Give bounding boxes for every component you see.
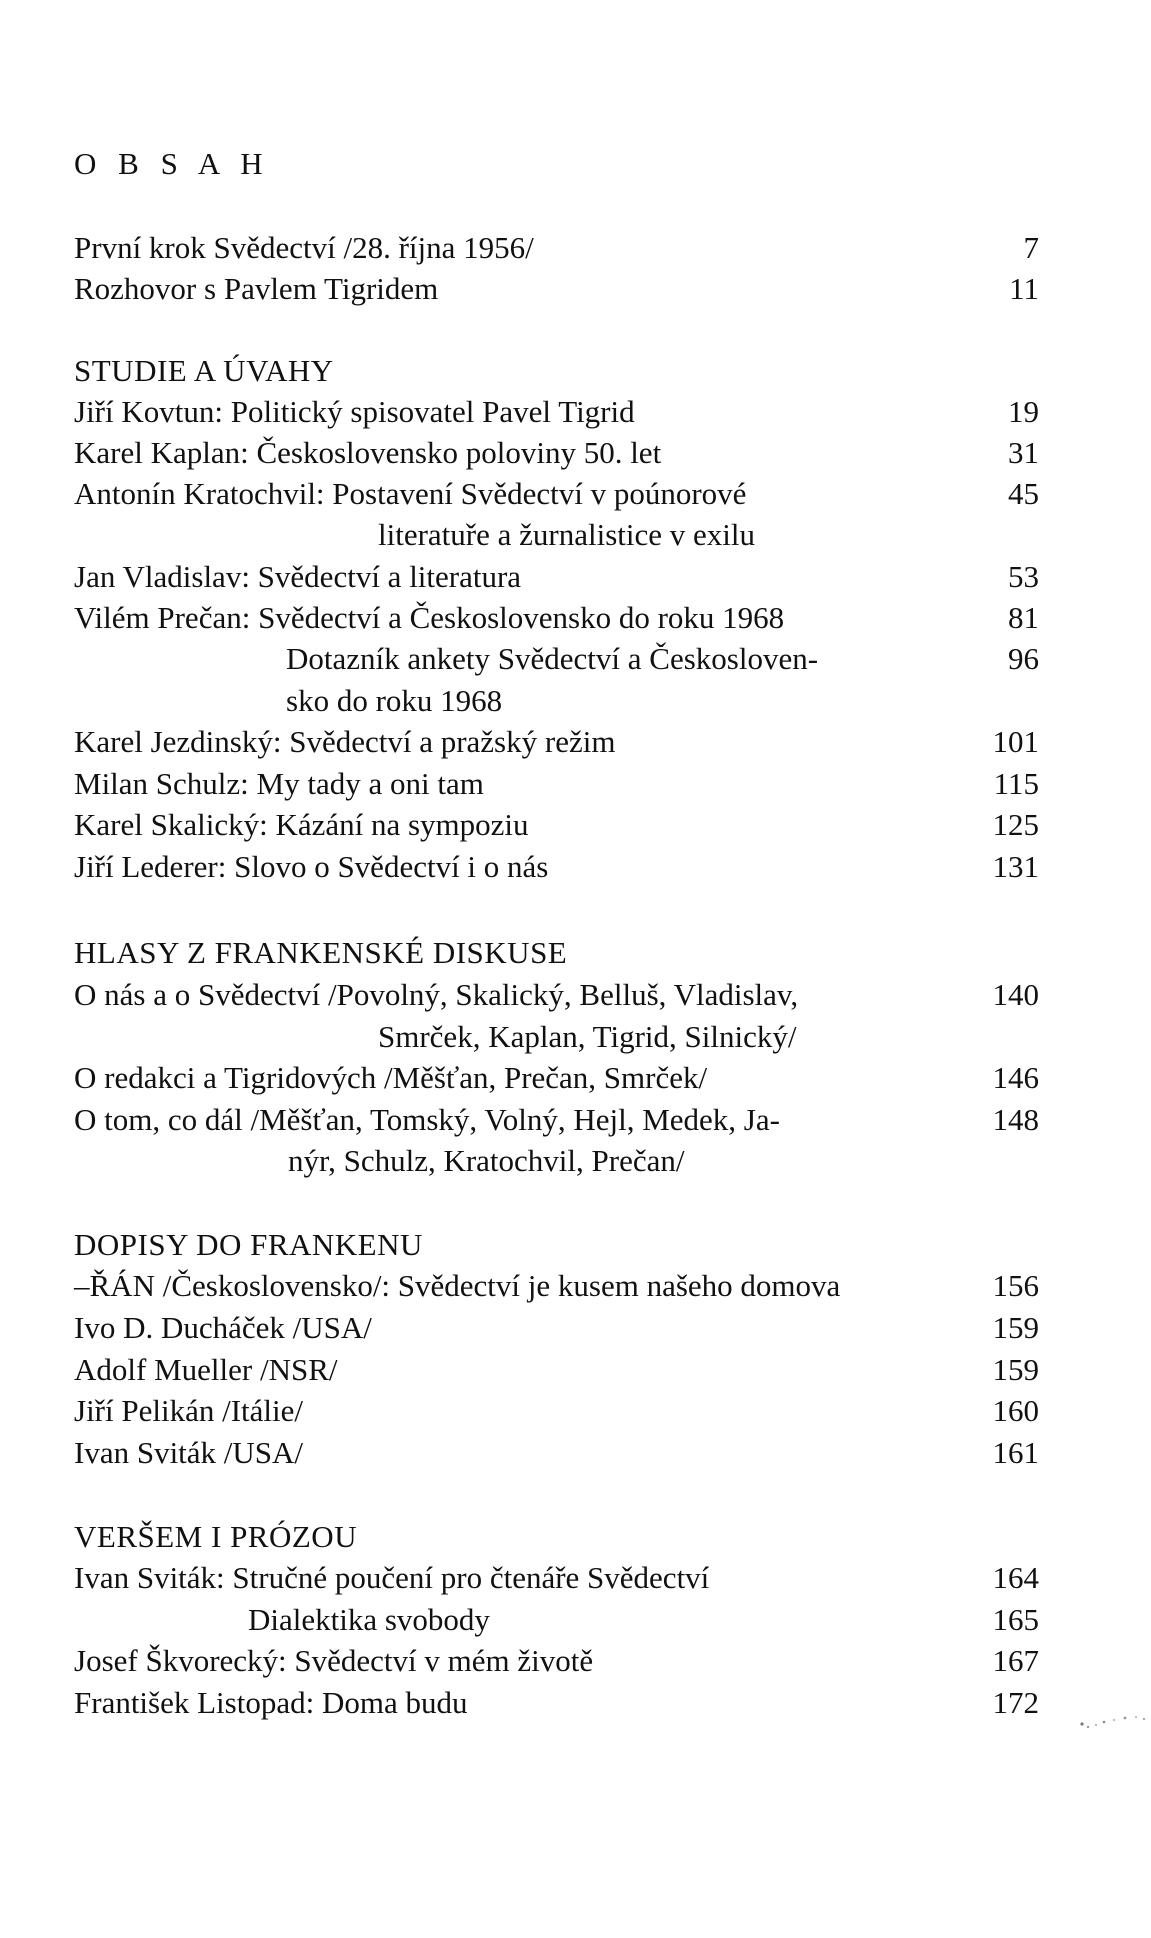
toc-entry	[0, 1562, 1151, 1602]
toc-page-number: 45	[1008, 476, 1039, 511]
toc-entry-text: O redakci a Tigridových /Měšťan, Prečan, Smrček/	[74, 1060, 708, 1095]
toc-entry-text: Rozhovor s Pavlem Tigridem	[74, 271, 439, 306]
toc-entry-text: Dotazník ankety Svědectví a Českosloven-	[286, 641, 819, 676]
toc-page-number: 159	[992, 1310, 1039, 1345]
toc-entry-text: Ivo D. Ducháček /USA/	[74, 1310, 372, 1345]
toc-entry-text: Ivan Sviták: Stručné poučení pro čtenáře Svědectví	[74, 1560, 710, 1595]
toc-entry-continuation	[0, 685, 1151, 725]
toc-entry	[0, 561, 1151, 601]
toc-entry	[0, 1270, 1151, 1310]
toc-entry	[0, 1437, 1151, 1477]
toc-entry	[0, 809, 1151, 849]
toc-entry-continuation	[0, 1145, 1151, 1185]
toc-entry	[0, 1312, 1151, 1352]
toc-entry-text: Antonín Kratochvil: Postavení Svědectví v poúnorové	[74, 476, 747, 511]
toc-entry-text: Milan Schulz: My tady a oni tam	[74, 766, 484, 801]
toc-page-number: 148	[992, 1102, 1039, 1137]
toc-entry-text: O nás a o Svědectví /Povolný, Skalický, Belluš, Vladislav,	[74, 977, 799, 1012]
toc-entry-text: –ŘÁN /Československo/: Svědectví je kusem našeho domova	[74, 1268, 841, 1303]
toc-page-number: 146	[992, 1060, 1039, 1095]
toc-entry	[0, 478, 1151, 518]
page-title: O B S A H	[74, 146, 270, 181]
toc-entry-text: Karel Jezdinský: Svědectví a pražský režim	[74, 724, 616, 759]
toc-entry	[0, 1354, 1151, 1394]
toc-entry-text: Adolf Mueller /NSR/	[74, 1352, 338, 1387]
toc-page-number: 101	[992, 724, 1039, 759]
toc-page-number: 156	[992, 1268, 1039, 1303]
toc-page-number: 96	[1008, 641, 1039, 676]
toc-entry-text: O tom, co dál /Měšťan, Tomský, Volný, Hejl, Medek, Ja-	[74, 1102, 780, 1137]
toc-page-number: 53	[1008, 559, 1039, 594]
toc-entry-continuation	[0, 519, 1151, 559]
toc-entry-text: František Listopad: Doma budu	[74, 1685, 468, 1720]
toc-page-number: 11	[1009, 271, 1039, 306]
toc-entry	[0, 1395, 1151, 1435]
toc-entry	[0, 1645, 1151, 1685]
toc-entry-text: literatuře a žurnalistice v exilu	[378, 517, 755, 552]
toc-entry	[0, 726, 1151, 766]
toc-page-number: 31	[1008, 435, 1039, 470]
toc-entry	[0, 851, 1151, 891]
toc-page-number: 167	[992, 1643, 1039, 1678]
toc-entry-text: Karel Kaplan: Československo poloviny 50. let	[74, 435, 662, 470]
toc-entry-text: Ivan Sviták /USA/	[74, 1435, 304, 1470]
toc-entry-continuation	[0, 1604, 1151, 1644]
toc-entry-text: Jiří Kovtun: Politický spisovatel Pavel Tigrid	[74, 394, 635, 429]
toc-entry-text: Josef Škvorecký: Svědectví v mém životě	[74, 1643, 594, 1678]
toc-entry-text: Jiří Pelikán /Itálie/	[74, 1393, 304, 1428]
toc-page-number: 159	[992, 1352, 1039, 1387]
print-smudge-decoration	[1070, 1712, 1150, 1736]
toc-page-number: 161	[992, 1435, 1039, 1470]
toc-entry	[0, 979, 1151, 1019]
toc-page-number: 164	[992, 1560, 1039, 1595]
toc-entry-text: Dialektika svobody	[248, 1602, 490, 1637]
toc-entry	[0, 1104, 1151, 1144]
toc-page-number: 160	[992, 1393, 1039, 1428]
toc-page-number: 125	[992, 807, 1039, 842]
toc-page-number: 131	[992, 849, 1039, 884]
toc-page-number: 7	[1023, 230, 1039, 265]
toc-page-number: 81	[1008, 600, 1039, 635]
toc-entry	[0, 396, 1151, 436]
section-heading: HLASY Z FRANKENSKÉ DISKUSE	[74, 935, 568, 970]
toc-entry	[0, 768, 1151, 808]
toc-page-number: 19	[1008, 394, 1039, 429]
toc-entry-continuation	[0, 643, 1151, 683]
toc-entry	[0, 273, 1151, 313]
toc-entry	[0, 437, 1151, 477]
toc-entry-text: Karel Skalický: Kázání na sympoziu	[74, 807, 529, 842]
section-heading: VERŠEM I PRÓZOU	[74, 1519, 358, 1554]
toc-entry-continuation	[0, 1021, 1151, 1061]
toc-page-number: 165	[992, 1602, 1039, 1637]
toc-entry	[0, 232, 1151, 272]
toc-entry-text: První krok Svědectví /28. října 1956/	[74, 230, 534, 265]
toc-page-number: 115	[993, 766, 1039, 801]
toc-entry-text: Jiří Lederer: Slovo o Svědectví i o nás	[74, 849, 549, 884]
toc-page-number: 172	[992, 1685, 1039, 1720]
section-heading: DOPISY DO FRANKENU	[74, 1227, 423, 1262]
section-heading: STUDIE A ÚVAHY	[74, 353, 334, 388]
toc-entry-text: Smrček, Kaplan, Tigrid, Silnický/	[378, 1019, 797, 1054]
toc-entry	[0, 1062, 1151, 1102]
toc-entry	[0, 1687, 1151, 1727]
toc-entry-text: Vilém Prečan: Svědectví a Československo do roku 1968	[74, 600, 785, 635]
toc-entry-text: nýr, Schulz, Kratochvil, Prečan/	[288, 1143, 685, 1178]
toc-entry	[0, 602, 1151, 642]
toc-page-number: 140	[992, 977, 1039, 1012]
toc-entry-text: Jan Vladislav: Svědectví a literatura	[74, 559, 522, 594]
toc-entry-text: sko do roku 1968	[286, 683, 503, 718]
